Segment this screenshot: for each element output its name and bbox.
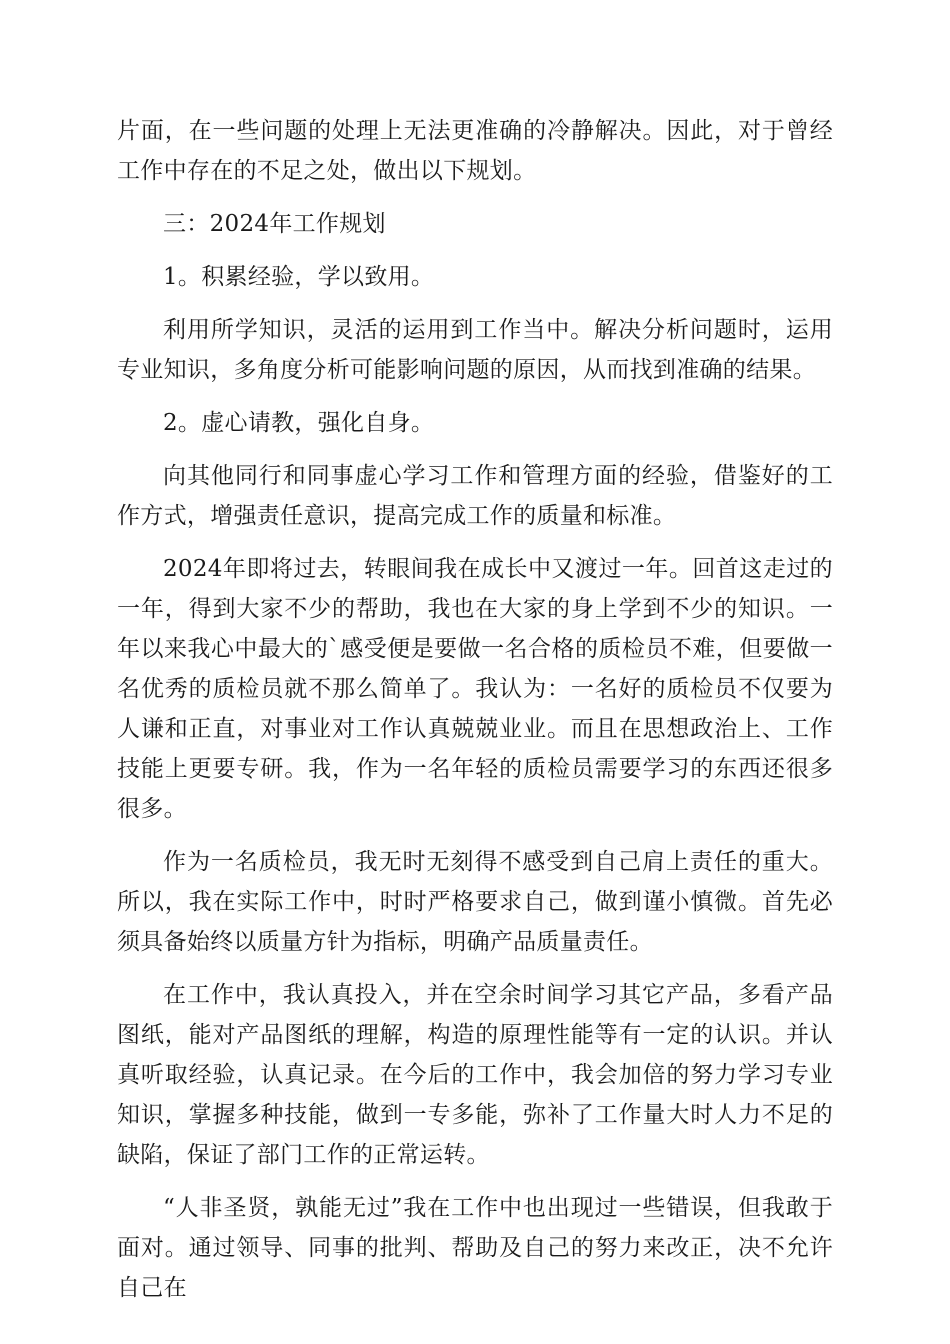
paragraph: 作为一名质检员，我无时无刻得不感受到自己肩上责任的重大。所以，我在实际工作中，时时严格要求自己，做到谨小慎微。首先必须具备始终以质量方针为指标，明确产品质量责任。 xyxy=(117,849,833,955)
paragraph: “人非圣贤，孰能无过”我在工作中也出现过一些错误，但我敢于面对。通过领导、同事的批判、帮助及自己的努力来改正，决不允许自己在 xyxy=(117,1195,833,1301)
paragraph: 向其他同行和同事虚心学习工作和管理方面的经验，借鉴好的工作方式，增强责任意识，提高完成工作的质量和标准。 xyxy=(117,463,833,529)
paragraph: 利用所学知识，灵活的运用到工作当中。解决分析问题时，运用专业知识，多角度分析可能影响问题的原因，从而找到准确的结果。 xyxy=(117,317,833,383)
document-page xyxy=(117,111,833,1308)
list-item-heading: 2。虚心请教，强化自身。 xyxy=(163,410,435,436)
paragraph: 2024年即将过去，转眼间我在成长中又渡过一年。回首这走过的一年，得到大家不少的帮助，我也在大家的身上学到不少的知识。一年以来我心中最大的`感受便是要做一名合格的质检员不难，但要做一名优秀的质检员就不那么简单了。我认为：一名好的质检员不仅要为人谦和正直，对事业对工作认真兢兢业业。而且在思想政治上、工作技能上更要专研。我，作为一名年轻的质检员需要学习的东西还很多很多。 xyxy=(117,556,833,822)
list-item-heading: 1。积累经验，学以致用。 xyxy=(163,264,435,290)
paragraph-continued: 片面，在一些问题的处理上无法更准确的冷静解决。因此，对于曾经工作中存在的不足之处，做出以下规划。 xyxy=(117,118,833,184)
paragraph: 在工作中，我认真投入，并在空余时间学习其它产品，多看产品图纸，能对产品图纸的理解，构造的原理性能等有一定的认识。并认真听取经验，认真记录。在今后的工作中，我会加倍的努力学习专业知识，掌握多种技能，做到一专多能，弥补了工作量大时人力不足的缺陷，保证了部门工作的正常运转。 xyxy=(117,982,833,1168)
section-heading: 三：2024年工作规划 xyxy=(163,211,386,237)
